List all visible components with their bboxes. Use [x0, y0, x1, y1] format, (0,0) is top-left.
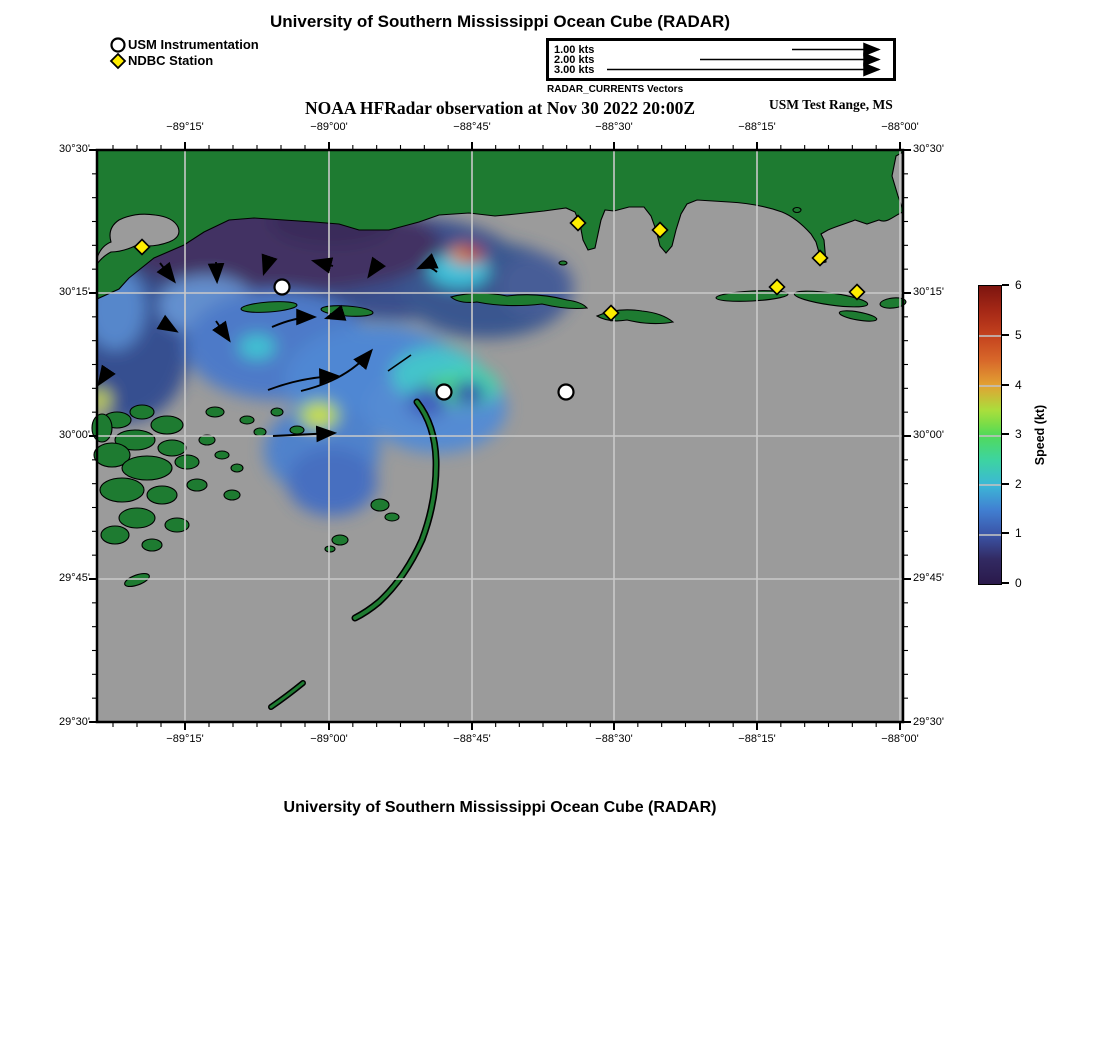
islet [559, 261, 567, 265]
x-tick-label: −88°00' [881, 121, 919, 133]
y-tick-label: 30°30' [59, 143, 90, 155]
colorbar-axis-label: Speed (kt) [1033, 404, 1048, 466]
y-tick-label: 30°15' [59, 286, 90, 298]
x-tick-label: −89°00' [310, 121, 348, 133]
y-tick-label: 30°15' [913, 286, 944, 298]
scale-1kt-label: 1.00 kts [554, 44, 595, 56]
colorbar-tick-label: 5 [1015, 328, 1022, 342]
map-plot [87, 140, 913, 732]
x-tick-label: −89°15' [166, 121, 204, 133]
usm-circle-icon [112, 39, 125, 52]
bottom-title: University of Southern Mississippi Ocean Cube (RADAR) [283, 799, 717, 816]
x-tick-label: −88°45' [453, 121, 491, 133]
y-tick-label: 30°00' [59, 429, 90, 441]
x-tick-label: −88°15' [738, 121, 776, 133]
x-tick-label: −88°00' [881, 733, 919, 745]
x-tick-label: −88°15' [738, 733, 776, 745]
scale-3kt-label: 3.00 kts [554, 64, 595, 76]
x-tick-label: −89°15' [166, 733, 204, 745]
x-tick-label: −89°00' [310, 733, 348, 745]
islet [332, 535, 348, 545]
scale-arrows [549, 41, 893, 78]
scale-2kt-label: 2.00 kts [554, 54, 595, 66]
x-tick-label: −88°45' [453, 733, 491, 745]
colorbar-tick-label: 1 [1015, 526, 1022, 540]
y-tick-label: 30°30' [913, 143, 944, 155]
legend-usm-label: USM Instrumentation [128, 37, 259, 52]
usm-station-icon [437, 385, 452, 400]
colorbar-tick-label: 0 [1015, 576, 1022, 590]
colorbar-tick-label: 6 [1015, 278, 1022, 292]
islet [371, 499, 389, 511]
usm-station-icon [559, 385, 574, 400]
x-tick-label: −88°30' [595, 121, 633, 133]
ndbc-diamond-icon [111, 54, 125, 68]
colorbar-tick-label: 2 [1015, 477, 1022, 491]
observation-subtitle: NOAA HFRadar observation at Nov 30 2022 20:00Z [304, 98, 696, 118]
x-tick-label: −88°30' [595, 733, 633, 745]
y-tick-label: 29°30' [913, 716, 944, 728]
vector-layer-caption: RADAR_CURRENTS Vectors [547, 84, 684, 95]
islet [793, 208, 801, 213]
vector-scale-box [546, 38, 896, 81]
range-label: USM Test Range, MS [769, 97, 893, 112]
islet [325, 546, 335, 552]
usm-station-icon [275, 280, 290, 295]
y-tick-label: 29°45' [59, 572, 90, 584]
colorbar [978, 285, 1002, 585]
y-tick-label: 29°45' [913, 572, 944, 584]
page-title: University of Southern Mississippi Ocean Cube (RADAR) [269, 12, 730, 31]
colorbar-tick-label: 3 [1015, 427, 1022, 441]
colorbar-tick-label: 4 [1015, 378, 1022, 392]
islet [385, 513, 399, 521]
legend-ndbc-label: NDBC Station [128, 53, 214, 68]
y-tick-label: 29°30' [59, 716, 90, 728]
y-tick-label: 30°00' [913, 429, 944, 441]
